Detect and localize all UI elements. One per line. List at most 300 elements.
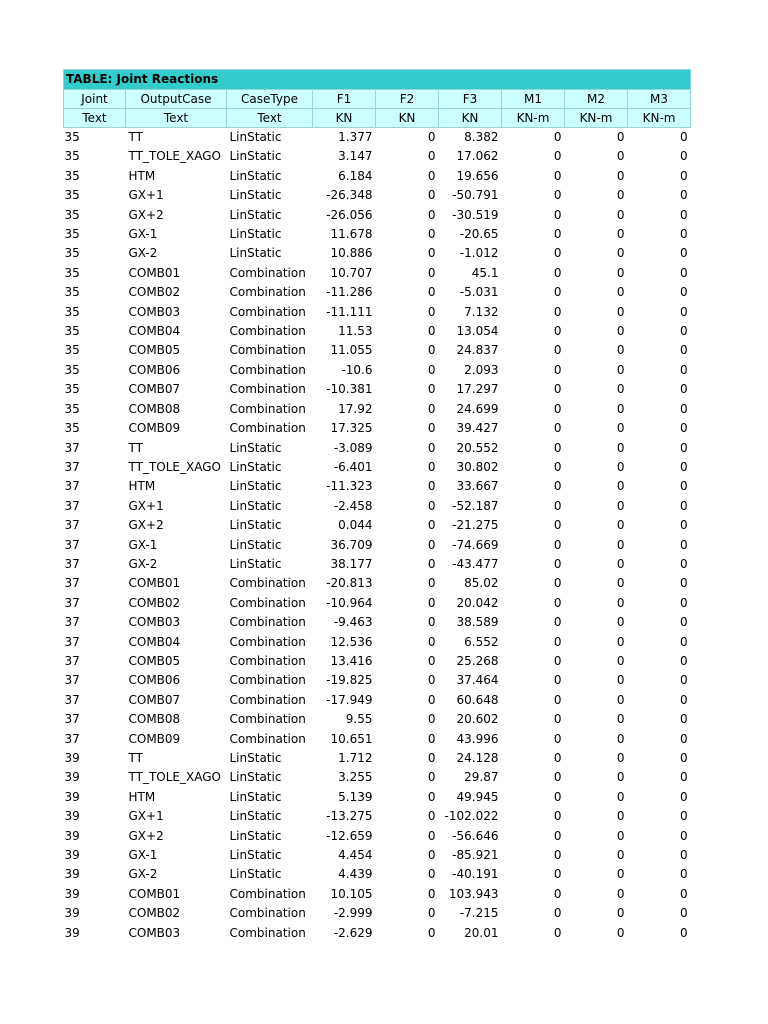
cell-f2: 0 — [427, 595, 436, 610]
cell-joint: 37 — [64, 673, 80, 688]
cell-outputcase: GX-1 — [128, 848, 158, 863]
cell-joint: 35 — [64, 324, 80, 339]
cell-m2: 0 — [616, 615, 625, 630]
cell-m1: 0 — [553, 304, 562, 319]
table-row — [64, 652, 691, 671]
cell-m1: 0 — [553, 440, 562, 455]
table-row — [64, 303, 691, 322]
cell-f1: 11.53 — [338, 324, 373, 339]
cell-casetype: Combination — [229, 401, 306, 416]
cell-m2: 0 — [616, 362, 625, 377]
cell-m1: 0 — [553, 673, 562, 688]
cell-f2: 0 — [427, 634, 436, 649]
cell-f3: -20.65 — [459, 227, 499, 242]
cell-outputcase: TT — [128, 440, 143, 455]
joint-reactions-sheet — [63, 69, 690, 943]
cell-outputcase: HTM — [128, 789, 156, 804]
cell-f2: 0 — [427, 886, 436, 901]
cell-m2: 0 — [616, 518, 625, 533]
cell-f3: 7.132 — [464, 304, 499, 319]
cell-m1: 0 — [553, 828, 562, 843]
cell-f2: 0 — [427, 828, 436, 843]
cell-f1: 4.439 — [338, 867, 373, 882]
cell-outputcase: HTM — [128, 479, 156, 494]
cell-outputcase: GX-2 — [128, 867, 158, 882]
cell-f2: 0 — [427, 751, 436, 765]
cell-f1: 11.055 — [330, 343, 373, 358]
table-row — [64, 147, 691, 166]
cell-m1: 0 — [553, 595, 562, 610]
cell-f3: 30.802 — [456, 459, 499, 474]
table-row — [64, 497, 691, 516]
cell-f1: -12.659 — [326, 828, 373, 843]
cell-m2: 0 — [616, 537, 625, 552]
cell-casetype: Combination — [229, 343, 306, 358]
cell-m1: 0 — [553, 634, 562, 649]
cell-outputcase: GX+2 — [128, 828, 164, 843]
header-m3: M3 — [628, 90, 691, 109]
cell-m3: 0 — [679, 130, 688, 144]
cell-outputcase: COMB03 — [128, 304, 181, 319]
table-row — [64, 341, 691, 360]
unit-outputcase: Text — [126, 109, 227, 128]
cell-joint: 39 — [64, 925, 80, 940]
table-row — [64, 749, 691, 768]
cell-f1: 38.177 — [330, 556, 373, 571]
cell-f3: -50.791 — [452, 188, 499, 203]
cell-m1: 0 — [553, 343, 562, 358]
cell-m1: 0 — [553, 382, 562, 397]
header-row — [64, 90, 691, 109]
table-row — [64, 904, 691, 923]
cell-m3: 0 — [679, 227, 688, 242]
cell-f1: -2.458 — [333, 498, 373, 513]
cell-outputcase: COMB01 — [128, 886, 181, 901]
cell-m3: 0 — [679, 770, 688, 785]
cell-joint: 39 — [64, 770, 80, 785]
cell-f2: 0 — [427, 401, 436, 416]
cell-m1: 0 — [553, 653, 562, 668]
cell-outputcase: GX-2 — [128, 556, 158, 571]
table-row — [64, 865, 691, 884]
cell-casetype: LinStatic — [229, 867, 282, 882]
cell-joint: 35 — [64, 421, 80, 436]
cell-outputcase: TT — [128, 130, 143, 144]
header-m1: M1 — [502, 90, 565, 109]
table-row — [64, 380, 691, 399]
table-row — [64, 613, 691, 632]
cell-f3: 20.552 — [456, 440, 499, 455]
cell-f1: 10.707 — [330, 265, 373, 280]
cell-outputcase: GX+1 — [128, 188, 164, 203]
cell-joint: 39 — [64, 848, 80, 863]
cell-casetype: LinStatic — [229, 537, 282, 552]
cell-f2: 0 — [427, 925, 436, 940]
cell-f3: 20.01 — [464, 925, 499, 940]
cell-f3: -85.921 — [452, 848, 499, 863]
cell-joint: 35 — [64, 227, 80, 242]
cell-casetype: Combination — [229, 653, 306, 668]
cell-m3: 0 — [679, 828, 688, 843]
cell-f3: 8.382 — [464, 130, 499, 144]
cell-m2: 0 — [616, 867, 625, 882]
cell-casetype: LinStatic — [229, 246, 282, 261]
unit-f2: KN — [376, 109, 439, 128]
cell-joint: 35 — [64, 382, 80, 397]
cell-f1: -10.6 — [341, 362, 373, 377]
cell-joint: 37 — [64, 498, 80, 513]
cell-m3: 0 — [679, 886, 688, 901]
cell-f3: 49.945 — [456, 789, 499, 804]
cell-m2: 0 — [616, 479, 625, 494]
cell-f1: 10.651 — [330, 731, 373, 746]
cell-casetype: Combination — [229, 576, 306, 591]
cell-m2: 0 — [616, 751, 625, 765]
cell-m1: 0 — [553, 265, 562, 280]
cell-joint: 35 — [64, 130, 80, 144]
header-joint: Joint — [64, 90, 126, 109]
table-row — [64, 846, 691, 865]
cell-f3: 29.87 — [464, 770, 499, 785]
cell-casetype: LinStatic — [229, 149, 282, 164]
cell-m2: 0 — [616, 285, 625, 300]
cell-m3: 0 — [679, 459, 688, 474]
cell-casetype: Combination — [229, 731, 306, 746]
cell-f1: 17.325 — [330, 421, 373, 436]
cell-f3: -102.022 — [444, 809, 499, 824]
cell-f3: 19.656 — [456, 168, 499, 183]
cell-m3: 0 — [679, 401, 688, 416]
table-row — [64, 400, 691, 419]
cell-m2: 0 — [616, 324, 625, 339]
cell-f2: 0 — [427, 537, 436, 552]
cell-casetype: Combination — [229, 265, 306, 280]
cell-joint: 35 — [64, 207, 80, 222]
cell-m3: 0 — [679, 634, 688, 649]
cell-m1: 0 — [553, 925, 562, 940]
cell-m3: 0 — [679, 556, 688, 571]
cell-f1: -20.813 — [326, 576, 373, 591]
cell-joint: 37 — [64, 556, 80, 571]
cell-m3: 0 — [679, 848, 688, 863]
table-row — [64, 885, 691, 904]
cell-joint: 37 — [64, 440, 80, 455]
cell-joint: 35 — [64, 265, 80, 280]
cell-outputcase: GX+2 — [128, 207, 164, 222]
cell-outputcase: COMB03 — [128, 925, 181, 940]
header-f3: F3 — [439, 90, 502, 109]
table-row — [64, 128, 691, 148]
cell-m3: 0 — [679, 382, 688, 397]
cell-casetype: Combination — [229, 615, 306, 630]
cell-joint: 37 — [64, 692, 80, 707]
cell-m3: 0 — [679, 867, 688, 882]
cell-joint: 37 — [64, 595, 80, 610]
cell-joint: 37 — [64, 712, 80, 727]
cell-m2: 0 — [616, 130, 625, 144]
cell-m2: 0 — [616, 828, 625, 843]
cell-m1: 0 — [553, 246, 562, 261]
table-row — [64, 691, 691, 710]
cell-casetype: Combination — [229, 595, 306, 610]
cell-f1: 9.55 — [345, 712, 373, 727]
cell-f1: -17.949 — [326, 692, 373, 707]
cell-casetype: Combination — [229, 692, 306, 707]
cell-outputcase: COMB01 — [128, 265, 181, 280]
cell-m1: 0 — [553, 789, 562, 804]
cell-m3: 0 — [679, 789, 688, 804]
cell-m2: 0 — [616, 595, 625, 610]
unit-m2: KN-m — [565, 109, 628, 128]
cell-outputcase: COMB03 — [128, 615, 181, 630]
table-row — [64, 827, 691, 846]
cell-m3: 0 — [679, 324, 688, 339]
cell-m1: 0 — [553, 692, 562, 707]
cell-m2: 0 — [616, 673, 625, 688]
cell-casetype: LinStatic — [229, 188, 282, 203]
cell-m2: 0 — [616, 886, 625, 901]
cell-casetype: Combination — [229, 382, 306, 397]
cell-f2: 0 — [427, 498, 436, 513]
cell-m2: 0 — [616, 421, 625, 436]
table-row — [64, 439, 691, 458]
cell-outputcase: GX-1 — [128, 227, 158, 242]
cell-f2: 0 — [427, 479, 436, 494]
cell-f2: 0 — [427, 556, 436, 571]
cell-f1: -2.999 — [333, 906, 373, 921]
cell-f3: 24.128 — [456, 751, 499, 765]
cell-outputcase: COMB06 — [128, 362, 181, 377]
cell-f3: 103.943 — [448, 886, 499, 901]
cell-f2: 0 — [427, 149, 436, 164]
table-row — [64, 807, 691, 826]
cell-m2: 0 — [616, 265, 625, 280]
cell-f3: 13.054 — [456, 324, 499, 339]
cell-m2: 0 — [616, 809, 625, 824]
cell-casetype: LinStatic — [229, 207, 282, 222]
cell-m1: 0 — [553, 149, 562, 164]
cell-m2: 0 — [616, 343, 625, 358]
cell-outputcase: TT_TOLE_XAGO — [128, 459, 221, 474]
cell-casetype: LinStatic — [229, 130, 282, 144]
cell-f2: 0 — [427, 227, 436, 242]
table-row — [64, 186, 691, 205]
cell-f2: 0 — [427, 421, 436, 436]
cell-joint: 35 — [64, 168, 80, 183]
cell-joint: 35 — [64, 188, 80, 203]
cell-m3: 0 — [679, 906, 688, 921]
cell-outputcase: COMB02 — [128, 595, 181, 610]
cell-m1: 0 — [553, 809, 562, 824]
cell-casetype: Combination — [229, 906, 306, 921]
cell-m3: 0 — [679, 809, 688, 824]
cell-f2: 0 — [427, 343, 436, 358]
cell-f1: -11.323 — [326, 479, 373, 494]
cell-m1: 0 — [553, 576, 562, 591]
cell-f2: 0 — [427, 188, 436, 203]
cell-joint: 37 — [64, 459, 80, 474]
cell-outputcase: TT_TOLE_XAGO — [128, 149, 221, 164]
cell-outputcase: COMB04 — [128, 324, 181, 339]
cell-m1: 0 — [553, 712, 562, 727]
cell-joint: 37 — [64, 537, 80, 552]
cell-f3: -74.669 — [452, 537, 499, 552]
cell-f2: 0 — [427, 615, 436, 630]
cell-joint: 37 — [64, 653, 80, 668]
cell-f2: 0 — [427, 382, 436, 397]
cell-joint: 35 — [64, 246, 80, 261]
cell-m3: 0 — [679, 304, 688, 319]
table-row — [64, 283, 691, 302]
header-m2: M2 — [565, 90, 628, 109]
cell-m3: 0 — [679, 149, 688, 164]
cell-f2: 0 — [427, 906, 436, 921]
cell-f2: 0 — [427, 440, 436, 455]
cell-m1: 0 — [553, 362, 562, 377]
cell-outputcase: COMB04 — [128, 634, 181, 649]
cell-f2: 0 — [427, 731, 436, 746]
cell-outputcase: COMB09 — [128, 421, 181, 436]
cell-f3: 2.093 — [464, 362, 499, 377]
cell-m3: 0 — [679, 576, 688, 591]
cell-outputcase: GX-1 — [128, 537, 158, 552]
cell-m3: 0 — [679, 615, 688, 630]
cell-joint: 39 — [64, 809, 80, 824]
cell-m1: 0 — [553, 556, 562, 571]
cell-f1: -26.348 — [326, 188, 373, 203]
cell-f2: 0 — [427, 518, 436, 533]
cell-m1: 0 — [553, 324, 562, 339]
cell-f1: -11.111 — [326, 304, 373, 319]
cell-f2: 0 — [427, 168, 436, 183]
cell-m3: 0 — [679, 188, 688, 203]
cell-f3: 24.837 — [456, 343, 499, 358]
cell-m1: 0 — [553, 518, 562, 533]
cell-m2: 0 — [616, 634, 625, 649]
cell-m1: 0 — [553, 906, 562, 921]
table-row — [64, 458, 691, 477]
cell-m1: 0 — [553, 537, 562, 552]
cell-f1: 1.712 — [338, 751, 373, 765]
header-outputcase: OutputCase — [126, 90, 227, 109]
cell-f1: -10.381 — [326, 382, 373, 397]
cell-outputcase: COMB07 — [128, 692, 181, 707]
cell-f3: 24.699 — [456, 401, 499, 416]
cell-m2: 0 — [616, 440, 625, 455]
units-row — [64, 109, 691, 128]
cell-joint: 35 — [64, 304, 80, 319]
cell-m2: 0 — [616, 712, 625, 727]
table-row — [64, 594, 691, 613]
cell-m2: 0 — [616, 925, 625, 940]
cell-m1: 0 — [553, 479, 562, 494]
cell-m2: 0 — [616, 168, 625, 183]
table-row — [64, 710, 691, 729]
cell-f3: 37.464 — [456, 673, 499, 688]
cell-outputcase: COMB07 — [128, 382, 181, 397]
cell-casetype: Combination — [229, 673, 306, 688]
cell-casetype: LinStatic — [229, 518, 282, 533]
cell-m1: 0 — [553, 285, 562, 300]
cell-casetype: LinStatic — [229, 227, 282, 242]
cell-f3: 85.02 — [464, 576, 499, 591]
table-row — [64, 924, 691, 943]
cell-joint: 35 — [64, 362, 80, 377]
cell-joint: 39 — [64, 886, 80, 901]
table-body — [64, 128, 691, 944]
cell-f1: 10.886 — [330, 246, 373, 261]
cell-f3: -52.187 — [452, 498, 499, 513]
cell-casetype: Combination — [229, 421, 306, 436]
cell-f2: 0 — [427, 324, 436, 339]
table-row — [64, 206, 691, 225]
cell-m2: 0 — [616, 459, 625, 474]
cell-m1: 0 — [553, 207, 562, 222]
cell-m2: 0 — [616, 731, 625, 746]
table-row — [64, 477, 691, 496]
cell-m2: 0 — [616, 207, 625, 222]
cell-joint: 37 — [64, 634, 80, 649]
cell-f3: 39.427 — [456, 421, 499, 436]
cell-m1: 0 — [553, 421, 562, 436]
cell-m3: 0 — [679, 285, 688, 300]
table-row — [64, 264, 691, 283]
cell-f2: 0 — [427, 848, 436, 863]
cell-f1: -26.056 — [326, 207, 373, 222]
cell-m2: 0 — [616, 149, 625, 164]
cell-casetype: Combination — [229, 925, 306, 940]
header-casetype: CaseType — [227, 90, 313, 109]
cell-f3: 45.1 — [471, 265, 499, 280]
cell-m2: 0 — [616, 382, 625, 397]
table-row — [64, 516, 691, 535]
cell-f2: 0 — [427, 130, 436, 144]
cell-f1: 1.377 — [338, 130, 373, 144]
cell-joint: 35 — [64, 401, 80, 416]
cell-m3: 0 — [679, 498, 688, 513]
cell-m1: 0 — [553, 498, 562, 513]
cell-f1: -19.825 — [326, 673, 373, 688]
cell-f2: 0 — [427, 770, 436, 785]
cell-f2: 0 — [427, 712, 436, 727]
cell-m1: 0 — [553, 188, 562, 203]
cell-m3: 0 — [679, 362, 688, 377]
cell-f3: -1.012 — [459, 246, 499, 261]
cell-m1: 0 — [553, 227, 562, 242]
cell-f1: 4.454 — [338, 848, 373, 863]
cell-f1: 11.678 — [330, 227, 373, 242]
cell-f3: 20.042 — [456, 595, 499, 610]
cell-joint: 35 — [64, 285, 80, 300]
cell-m3: 0 — [679, 751, 688, 765]
table-row — [64, 361, 691, 380]
cell-outputcase: COMB05 — [128, 343, 181, 358]
cell-outputcase: COMB08 — [128, 712, 181, 727]
table-row — [64, 167, 691, 186]
cell-outputcase: TT — [128, 751, 143, 765]
cell-m1: 0 — [553, 401, 562, 416]
cell-outputcase: COMB09 — [128, 731, 181, 746]
cell-f1: -3.089 — [333, 440, 373, 455]
cell-m1: 0 — [553, 867, 562, 882]
table-row — [64, 555, 691, 574]
cell-f3: 25.268 — [456, 653, 499, 668]
cell-m2: 0 — [616, 770, 625, 785]
cell-f2: 0 — [427, 867, 436, 882]
cell-casetype: LinStatic — [229, 556, 282, 571]
cell-m2: 0 — [616, 227, 625, 242]
cell-casetype: LinStatic — [229, 809, 282, 824]
